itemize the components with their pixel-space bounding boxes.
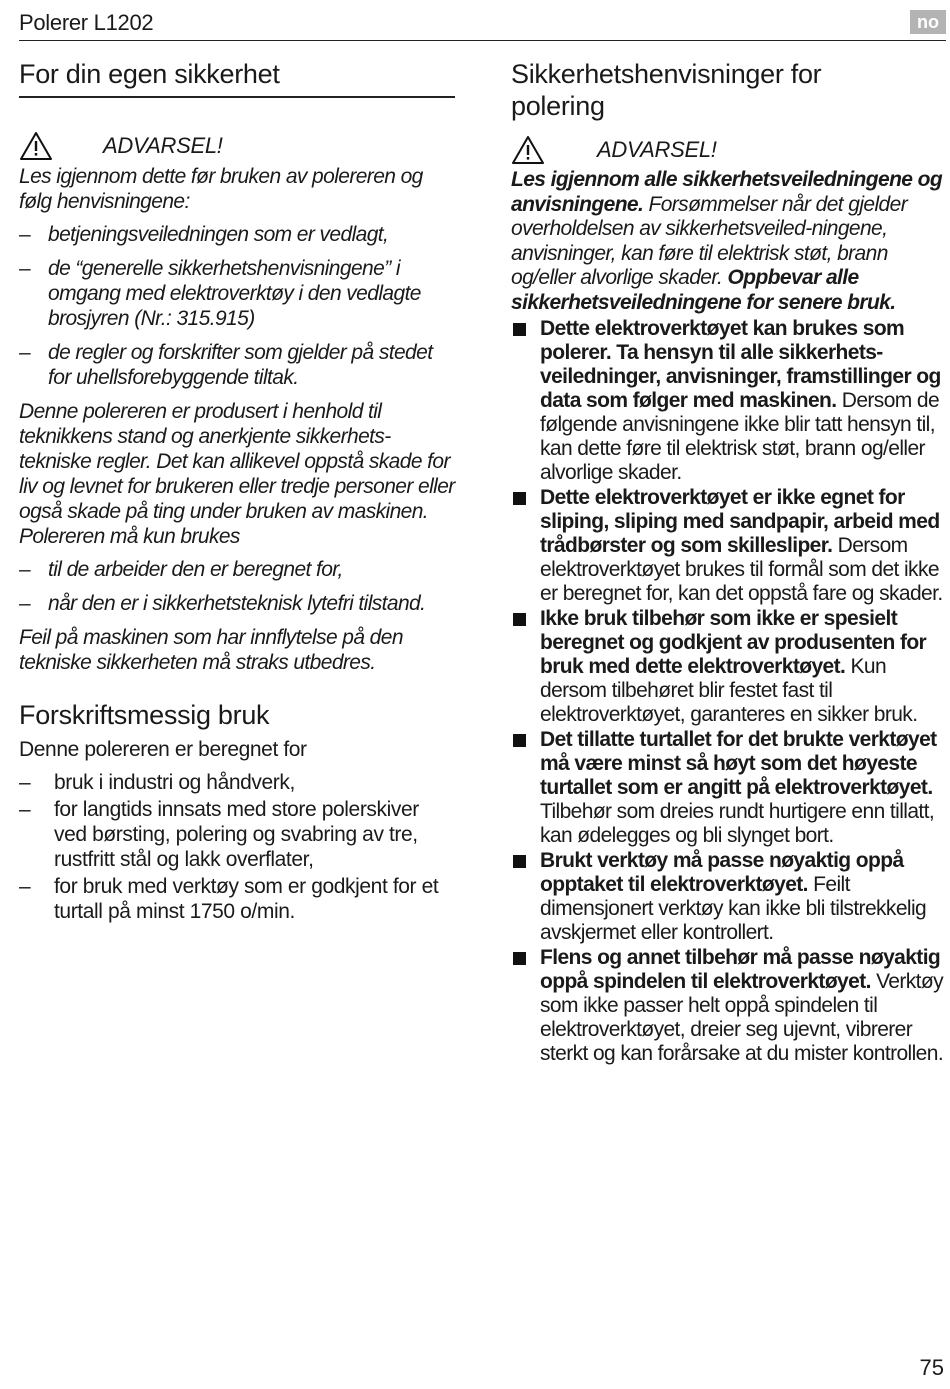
section-heading-polishing-safety: Sikkerhetshenvisninger for polering [511,59,822,121]
list-item: – de “generelle sikkerhetshenvisningene” i omgang med elektroverktøy i den vedlagte brosjyren (Nr.: 315.915) [19,257,421,330]
warning-block [19,130,455,162]
intro-text: Les igjennom dette før bruken av polereren og følg henvisningene: [19,165,423,213]
page-number: 75 [919,1355,944,1380]
warning-triangle-icon [511,135,545,165]
safety-instruction-list [511,317,945,1066]
list-item: – betjeningsveiledningen som er vedlagt, [19,223,389,246]
list-item: Det tillatte turtallet for det brukte verktøyet må være minst så høyt som det høyeste turtallet som er angitt på elektroverktøyet. Tilbehør som dreies rundt hurtigere enn tillatt, kan ødelegges og bli slynget bort. [511,728,945,848]
intro-bold: Les igjennom alle sikkerhetsveiledningene og anvisningene. [511,168,943,216]
list-item: Ikke bruk tilbehør som ikke er spesielt beregnet og godkjent av produsenten for bruk med dette elektroverktøyet. Kun dersom tilbehøret blir festet fast til elektroverktøyet, garanteres en sikker bruk. [511,607,945,727]
bullet-square-icon [513,492,526,505]
intro-normal: Forsømmelser når det gjelder overholdelsen av sikkerhetsveiled-ningene, anvisninger, kan føre til elektrisk støt, brann og/eller alvorlige skader. [511,192,908,289]
bullet-square-icon [513,855,526,868]
left-column [19,58,455,932]
document-title: Polerer L1202 [19,10,154,35]
bullet-square-icon [513,952,526,965]
warning-label: ADVARSEL! [597,137,717,162]
warning-label: ADVARSEL! [103,133,223,158]
bullet-square-icon [513,613,526,626]
page-header [19,8,946,41]
warning-block [511,134,945,166]
language-badge: no [910,10,946,34]
list-item: Dette elektroverktøyet er ikke egnet for sliping, sliping med sandpapir, arbeid med trådbørster og som skillesliper. Dersom elektroverktøyet brukes til formål som det ikke er beregnet for, kan det oppstå fare og skader. [511,486,945,606]
warning-triangle-icon [19,131,53,161]
manufacture-paragraph: Denne polereren er produsert i henhold til teknikkens stand og anerkjente sikkerhets-tekniske regler. Det kan allikevel oppstå skade for liv og levnet for brukeren eller tredje personer eller også skade på ting under bruken av maskinen. Polereren må kun brukes [19,400,455,548]
list-item: Brukt verktøy må passe nøyaktig oppå opptaket til elektroverktøyet. Feilt dimensjonert verktøy kan ikke bli tilstrekkelig avskjermet eller kontrollert. [511,849,945,945]
polishing-intro [511,168,945,315]
usage-condition-list [19,557,455,616]
list-item: Dette elektroverktøyet kan brukes som polerer. Ta hensyn til alle sikkerhets-veiledninger, anvisninger, framstillinger og data som følger med maskinen. Dersom de følgende anvisningene ikke blir tatt hensyn til, kan dette føre til elektrisk støt, brann og/eller alvorlige skader. [511,317,945,485]
list-item: – for langtids innsats med store polerskiver ved børsting, polering og svabring av tre, rustfritt stål og lakk overflater, [19,798,419,871]
intro-bold-2: Oppbevar alle sikkerhetsveiledningene for senere bruk. [511,266,896,314]
list-item: – når den er i sikkerhetsteknisk lytefri tilstand. [19,592,426,615]
list-item: Flens og annet tilbehør må passe nøyaktig oppå spindelen til elektroverktøyet. Verktøy som ikke passer helt oppå spindelen til elektroverktøyet, dreier seg ujevnt, vibrerer sterkt og kan forårsake at du mister kontrollen. [511,946,945,1066]
bullet-square-icon [513,323,526,336]
intro-list [19,222,455,390]
list-item: – for bruk med verktøy som er godkjent for et turtall på minst 1750 o/min. [19,875,439,923]
intended-use-intro: Denne polereren er beregnet for [19,738,307,761]
section-heading-safety: For din egen sikkerhet [19,58,455,98]
section-heading-intended-use: Forskriftsmessig bruk [19,700,270,730]
right-column [511,58,945,1067]
list-item: – til de arbeider den er beregnet for, [19,558,343,581]
list-item: – de regler og forskrifter som gjelder på stedet for uhellsforebyggende tiltak. [19,341,433,389]
list-item: – bruk i industri og håndverk, [19,771,295,794]
intended-use-list [19,770,455,924]
bullet-square-icon [513,734,526,747]
defect-paragraph: Feil på maskinen som har innflytelse på den tekniske sikkerheten må straks utbedres. [19,626,403,674]
